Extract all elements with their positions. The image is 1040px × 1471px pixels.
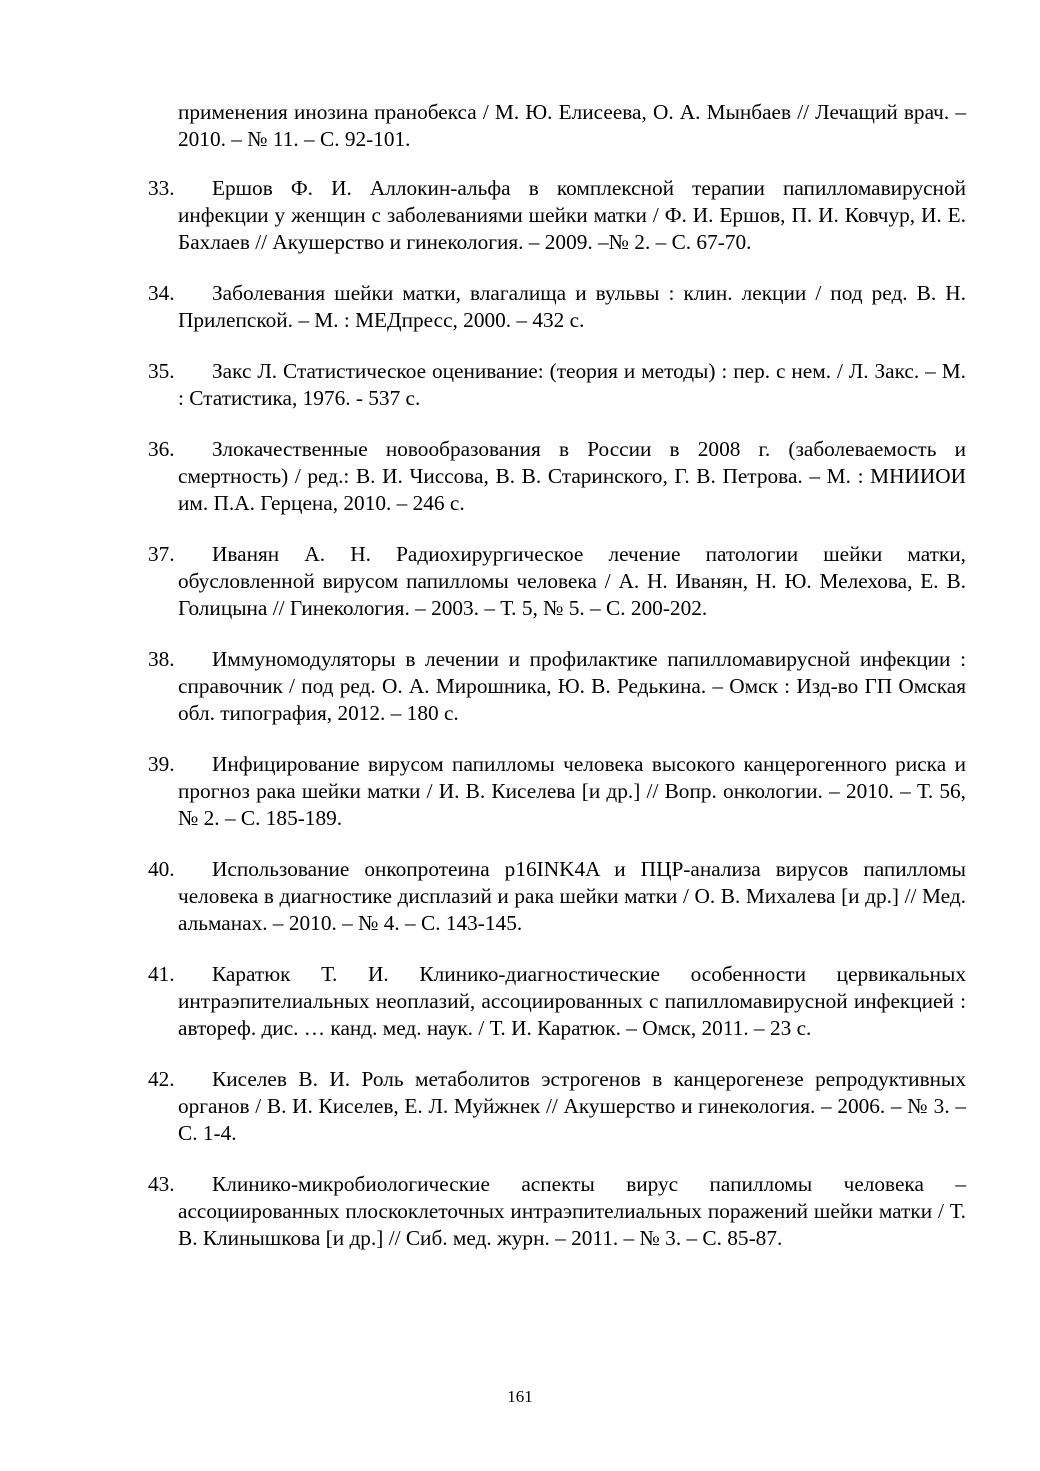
reference-item-38 (148, 646, 966, 727)
reference-item-36 (148, 436, 966, 517)
reference-number: 40. (148, 857, 175, 881)
reference-text: Ершов Ф. И. Аллокин-альфа в комплексной терапии папилломавирусной инфекции у женщин с заболеваниями шейки матки / Ф. И. Ершов, П. И. Ковчур, И. Е. Бахлаев // Акушерство и гинекология. – 2009. –№ 2. – С. 67-70. (178, 176, 966, 254)
reference-text: Злокачественные новообразования в России в 2008 г. (заболеваемость и смертность) / ред.: В. И. Чиссова, В. В. Старинского, Г. В. Петрова. – М. : МНИИОИ им. П.А. Герцена, 2010. – 246 с. (178, 437, 966, 515)
reference-item-40 (148, 856, 966, 937)
reference-list (148, 99, 966, 1276)
reference-text: Иммуномодуляторы в лечении и профилактике папилломавирусной инфекции : справочник / под ред. О. А. Мирошника, Ю. В. Редькина. – Омск : Изд-во ГП Омская обл. типография, 2012. – 180 с. (178, 647, 966, 725)
reference-number: 36. (148, 437, 175, 461)
reference-number: 37. (148, 542, 175, 566)
reference-text: Иванян А. Н. Радиохирургическое лечение патологии шейки матки, обусловленной вирусом папилломы человека / А. Н. Иванян, Н. Ю. Мелехова, Е. В. Голицына // Гинекология. – 2003. – Т. 5, № 5. – С. 200-202. (178, 542, 966, 620)
reference-text: применения инозина пранобекса / М. Ю. Елисеева, О. А. Мынбаев // Лечащий врач. – 2010. – № 11. – С. 92-101. (178, 100, 966, 151)
reference-text: Киселев В. И. Роль метаболитов эстрогенов в канцерогенезе репродуктивных органов / В. И. Киселев, Е. Л. Муйжнек // Акушерство и гинекология. – 2006. – № 3. – С. 1-4. (178, 1067, 966, 1145)
reference-item-37 (148, 541, 966, 622)
reference-number: 35. (148, 359, 175, 383)
reference-item-34 (148, 280, 966, 334)
reference-number: 43. (148, 1172, 175, 1196)
reference-item-continued (148, 99, 966, 153)
reference-item-39 (148, 751, 966, 832)
reference-number: 38. (148, 647, 175, 671)
reference-item-43 (148, 1171, 966, 1252)
page-number: 161 (507, 1387, 533, 1406)
reference-text: Клинико-микробиологические аспекты вирус папилломы человека – ассоциированных плоскоклеточных интраэпителиальных поражений шейки матки / Т. В. Клинышкова [и др.] // Сиб. мед. журн. – 2011. – № 3. – С. 85-87. (178, 1172, 966, 1250)
reference-number: 33. (148, 176, 175, 200)
reference-text: Использование онкопротеина p16INK4A и ПЦР-анализа вирусов папилломы человека в диагностике дисплазий и рака шейки матки / О. В. Михалева [и др.] // Мед. альманах. – 2010. – № 4. – С. 143-145. (178, 857, 966, 935)
reference-item-42 (148, 1066, 966, 1147)
reference-item-33 (148, 175, 966, 256)
reference-number: 42. (148, 1067, 175, 1091)
reference-number: 41. (148, 962, 175, 986)
reference-text: Каратюк Т. И. Клинико-диагностические особенности цервикальных интраэпителиальных неоплазий, ассоциированных с папилломавирусной инфекцией : автореф. дис. … канд. мед. наук. / Т. И. Каратюк. – Омск, 2011. – 23 с. (178, 962, 966, 1040)
reference-text: Заболевания шейки матки, влагалища и вульвы : клин. лекции / под ред. В. Н. Прилепской. – М. : МЕДпресс, 2000. – 432 с. (178, 281, 966, 332)
reference-item-35 (148, 358, 966, 412)
reference-text: Инфицирование вирусом папилломы человека высокого канцерогенного риска и прогноз рака шейки матки / И. В. Киселева [и др.] // Вопр. онкологии. – 2010. – Т. 56, № 2. – С. 185-189. (178, 752, 966, 830)
reference-number: 39. (148, 752, 175, 776)
reference-number: 34. (148, 281, 175, 305)
reference-text: Закс Л. Статистическое оценивание: (теория и методы) : пер. с нем. / Л. Закс. – М. : Статистика, 1976. - 537 с. (178, 359, 966, 410)
reference-item-41 (148, 961, 966, 1042)
